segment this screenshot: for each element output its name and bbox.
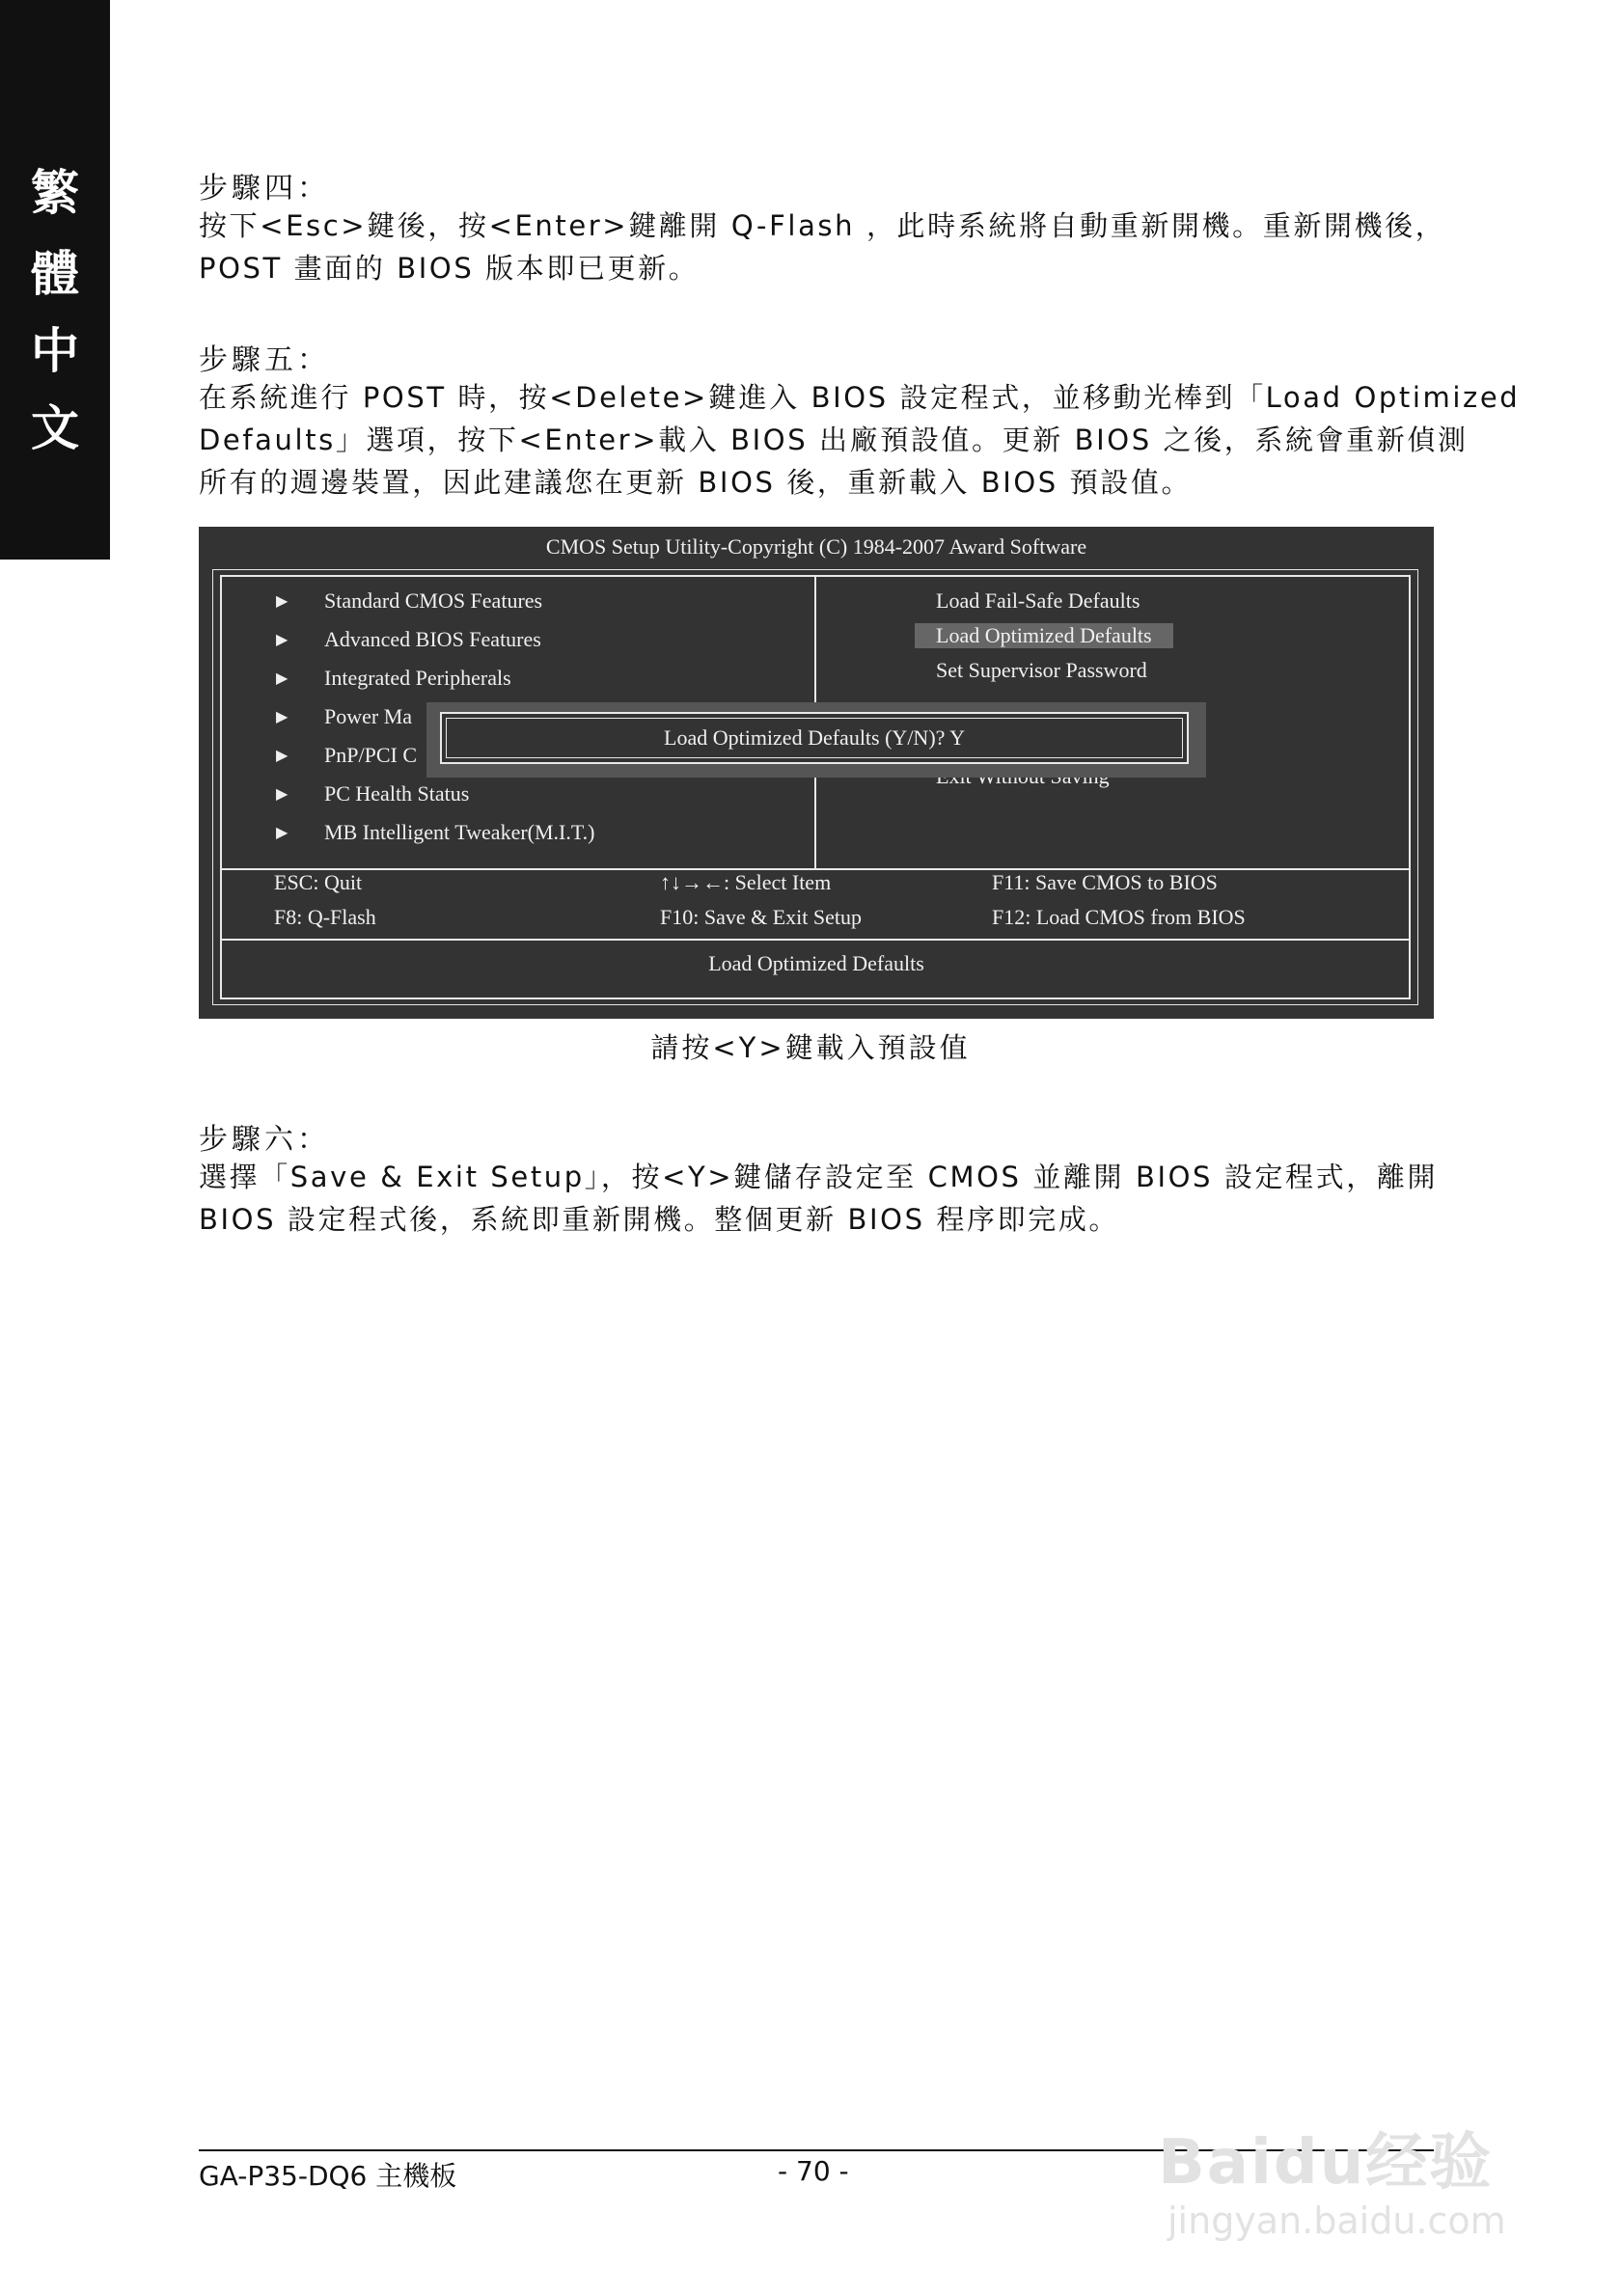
step-5-title: 步驟五： xyxy=(199,343,330,377)
menu-arrow-icon: ▶ xyxy=(276,709,288,725)
side-tab-char: 中 xyxy=(31,322,79,379)
menu-item-label: MB Intelligent Tweaker(M.I.T.) xyxy=(324,820,595,844)
watermark-logo: Baidu经验 xyxy=(1158,2127,1494,2199)
page-number: - 70 - xyxy=(778,2155,849,2187)
baidu-watermark xyxy=(1148,2074,1573,2267)
bios-screenshot xyxy=(199,527,1434,1019)
help-esc-quit: ESC: Quit xyxy=(274,870,363,894)
side-tab-char: 繁 xyxy=(31,164,79,221)
bios-status-divider xyxy=(220,939,1411,941)
language-side-tab xyxy=(0,0,110,560)
menu-arrow-icon: ▶ xyxy=(276,825,288,841)
help-f11-save-cmos: F11: Save CMOS to BIOS xyxy=(992,870,1218,894)
step-6-line: BIOS 設定程式後，系統即重新開機。整個更新 BIOS 程序即完成。 xyxy=(199,1203,1120,1236)
menu-item-label: Standard CMOS Features xyxy=(324,588,543,613)
step-5-line: Defaults」選項，按下<Enter>載入 BIOS 出廠預設值。更新 BIOS 之後，系統會重新偵測 xyxy=(199,424,1469,456)
confirm-dialog xyxy=(426,702,1206,778)
side-tab-char: 文 xyxy=(31,399,79,456)
step-5-line: 所有的週邊裝置，因此建議您在更新 BIOS 後，重新載入 BIOS 預設值。 xyxy=(199,466,1193,499)
menu-arrow-icon: ▶ xyxy=(276,670,288,687)
confirm-dialog-box xyxy=(440,712,1189,764)
help-f8-qflash: F8: Q-Flash xyxy=(274,905,376,929)
step-4-line: POST 畫面的 BIOS 版本即已更新。 xyxy=(199,252,700,285)
bios-menu-load-optimized[interactable]: Load Optimized Defaults xyxy=(915,623,1173,648)
help-f10-save-exit: F10: Save & Exit Setup xyxy=(660,905,862,929)
menu-item-label: Advanced BIOS Features xyxy=(324,627,541,651)
step-6-line: 選擇「Save & Exit Setup」，按<Y>鍵儲存設定至 CMOS 並離開 BIOS 設定程式，離開 xyxy=(199,1161,1439,1193)
footer-model: GA-P35-DQ6 主機板 xyxy=(199,2160,457,2192)
help-select-item: ↑↓→←: Select Item xyxy=(660,870,832,894)
menu-arrow-icon: ▶ xyxy=(276,593,288,610)
menu-item-label: Power Ma xyxy=(324,704,413,728)
help-f12-load-cmos: F12: Load CMOS from BIOS xyxy=(992,905,1246,929)
menu-arrow-icon: ▶ xyxy=(276,632,288,648)
figure-caption: 請按<Y>鍵載入預設值 xyxy=(650,1031,971,1064)
bios-menu-load-failsafe[interactable]: Load Fail-Safe Defaults xyxy=(936,588,1140,613)
step-4-line: 按下<Esc>鍵後，按<Enter>鍵離開 Q-Flash ，此時系統將自動重新開機。重新開機後， xyxy=(199,209,1446,242)
bios-title: CMOS Setup Utility-Copyright (C) 1984-2007 Award Software xyxy=(545,534,1087,559)
menu-arrow-icon: ▶ xyxy=(276,748,288,764)
menu-item-label: PC Health Status xyxy=(324,781,470,806)
step-6-title: 步驟六： xyxy=(199,1123,330,1157)
step-4-title: 步驟四： xyxy=(199,172,330,205)
menu-item-label: Integrated Peripherals xyxy=(324,666,511,690)
watermark-url: jingyan.baidu.com xyxy=(1168,2200,1506,2242)
bios-status-line: Load Optimized Defaults xyxy=(708,951,924,975)
bios-menu-set-supervisor-password[interactable]: Set Supervisor Password xyxy=(936,658,1147,682)
step-5-line: 在系統進行 POST 時，按<Delete>鍵進入 BIOS 設定程式，並移動光棒到「Load Optimized xyxy=(199,381,1521,414)
menu-item-label: PnP/PCI C xyxy=(324,743,417,767)
side-tab-char: 體 xyxy=(31,245,79,302)
confirm-dialog-prompt[interactable]: Load Optimized Defaults (Y/N)? Y xyxy=(664,725,965,750)
menu-arrow-icon: ▶ xyxy=(276,786,288,803)
